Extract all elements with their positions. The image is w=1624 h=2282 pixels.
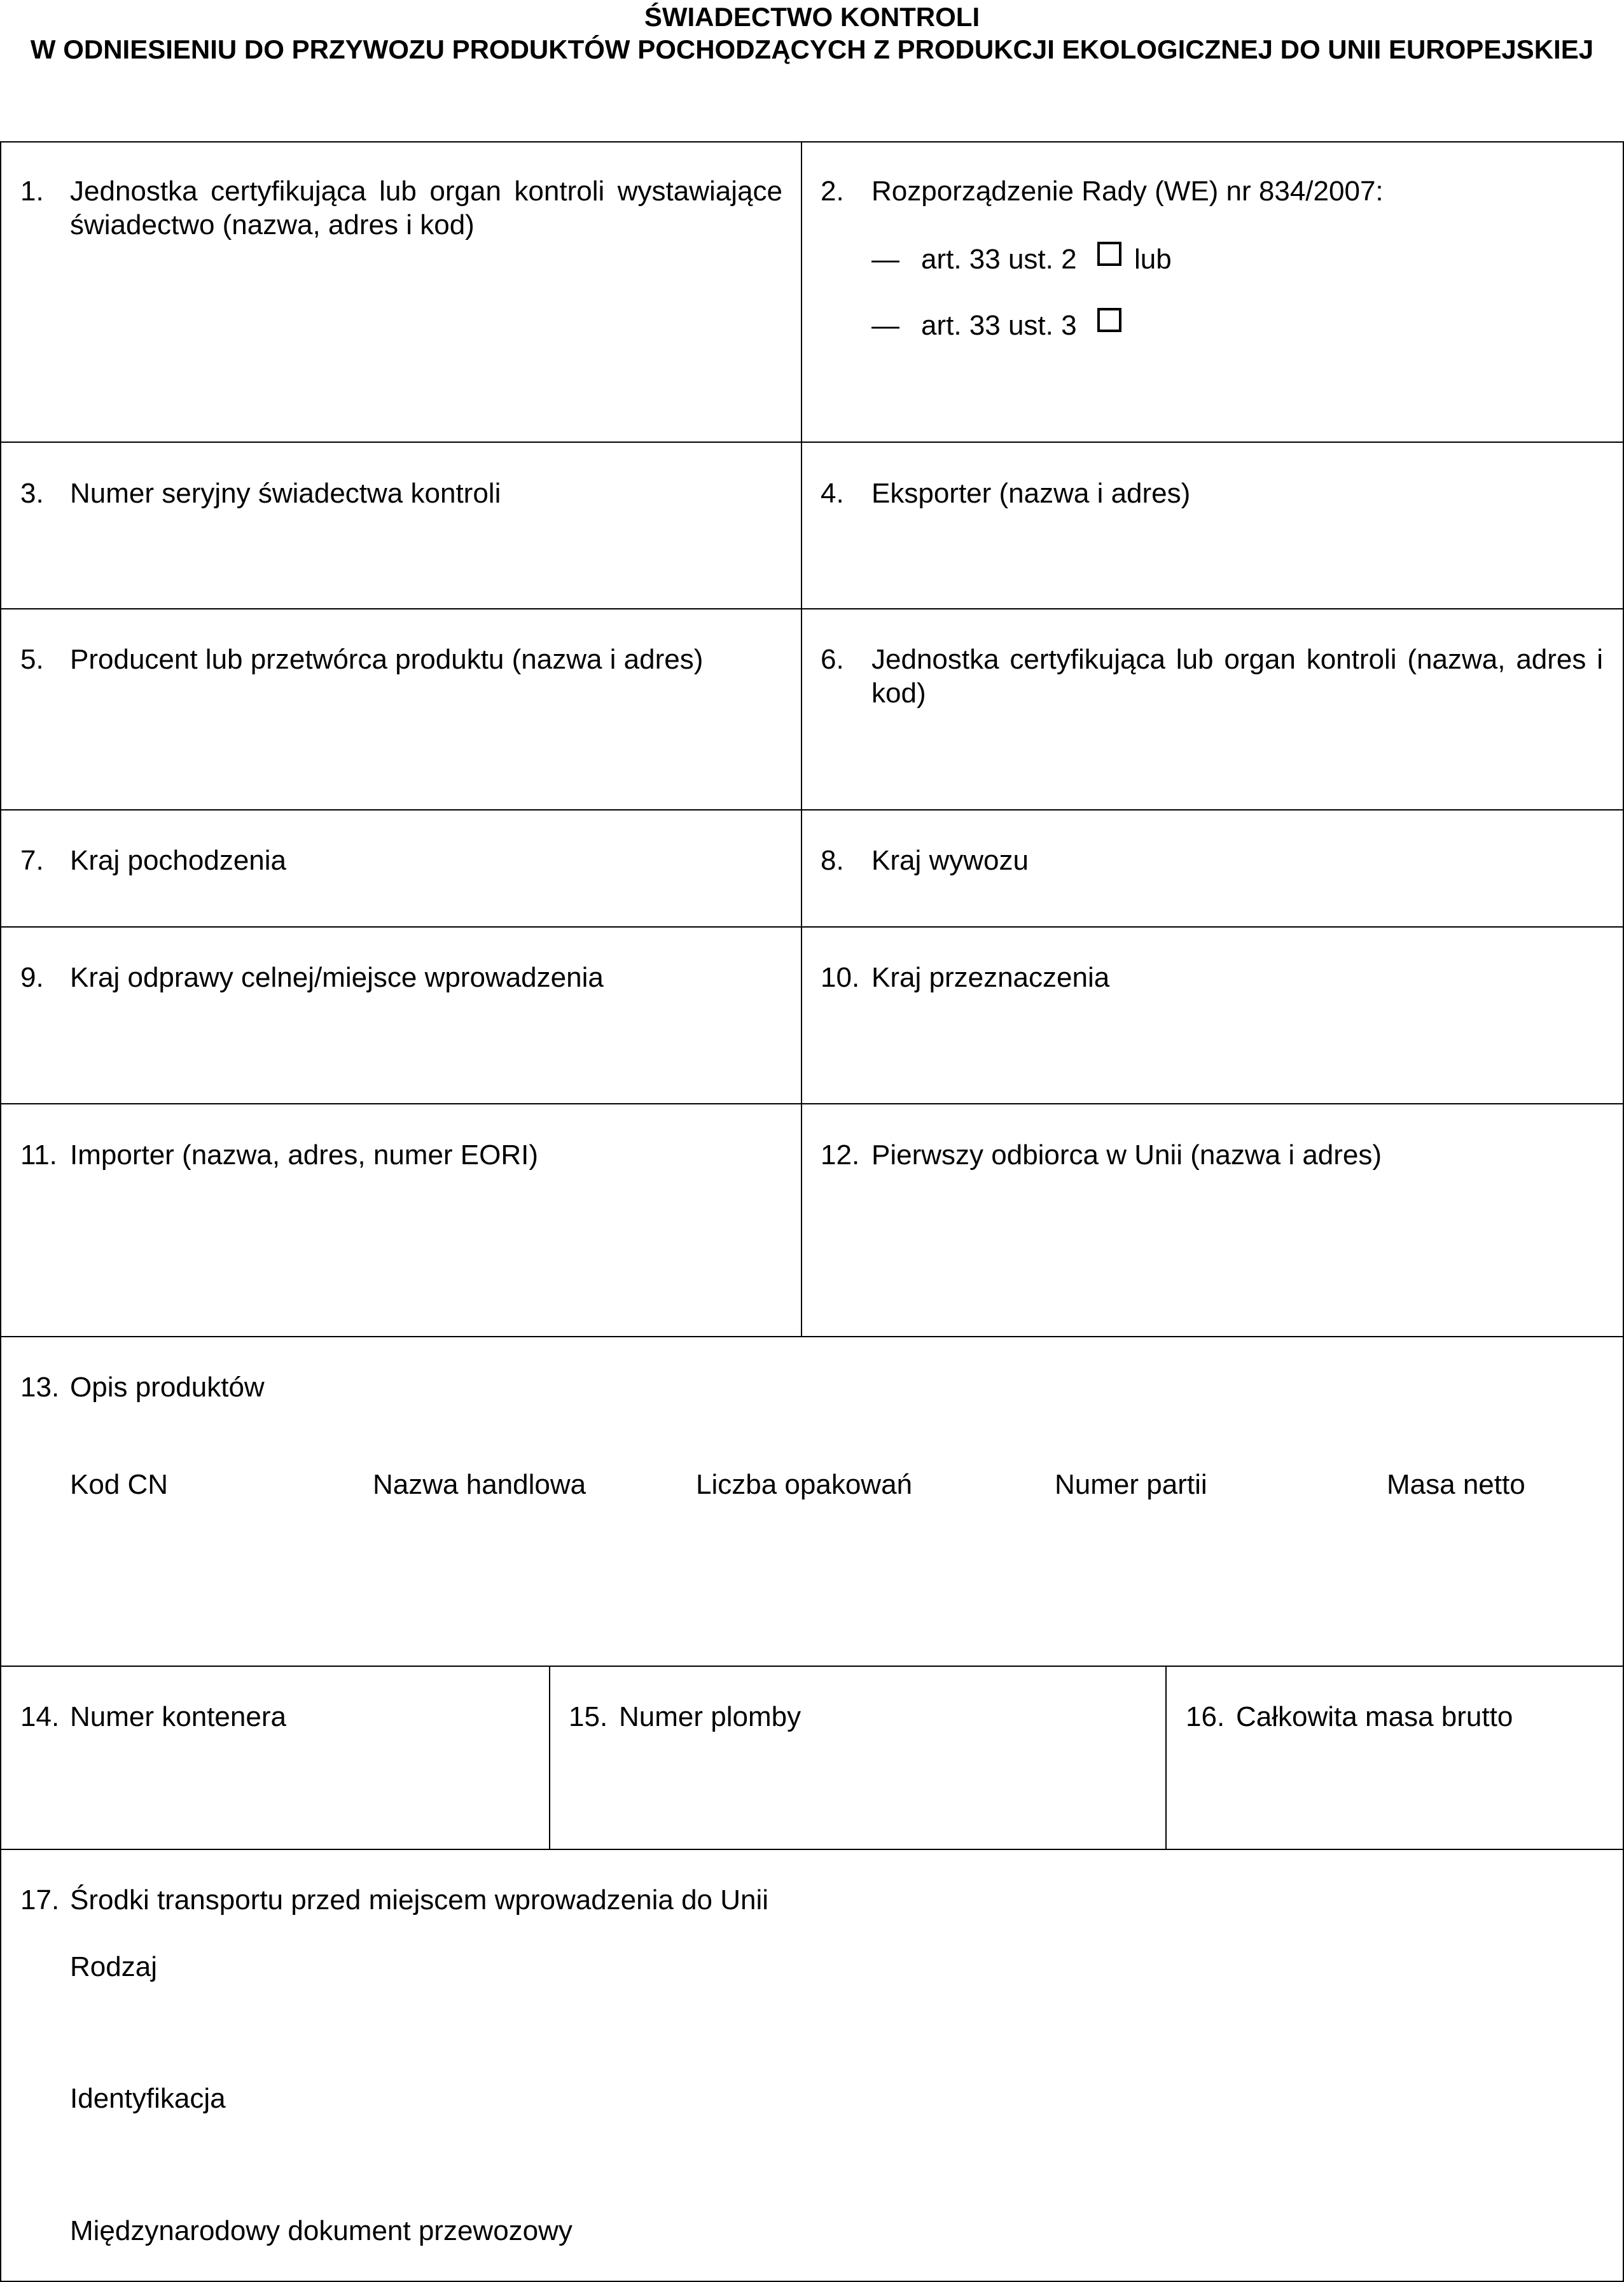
field-12-label: Pierwszy odbiorca w Unii (nazwa i adres): [871, 1139, 1382, 1171]
column-divider: [801, 141, 802, 1336]
column-net-mass: Masa netto: [1387, 1469, 1525, 1500]
field-17-transport-document: Międzynarodowy dokument przewozowy: [70, 2215, 573, 2246]
article-33-2-checkbox[interactable]: [1097, 242, 1121, 266]
field-2-option1-text: art. 33 ust. 2: [921, 244, 1077, 275]
column-cn-code: Kod CN: [70, 1469, 169, 1500]
row-divider: [0, 442, 1624, 443]
field-1-label: Jednostka certyfikująca lub organ kontroli wystawiające świadectwo (nazwa, adres i kod): [70, 176, 782, 240]
field-14-label: Numer kontenera: [70, 1701, 286, 1732]
field-17-transport-type: Rodzaj: [70, 1951, 157, 1982]
field-6-number: 6.: [821, 644, 844, 675]
field-17-identification: Identyfikacja: [70, 2083, 226, 2114]
field-13-label: Opis produktów: [70, 1372, 265, 1403]
row-divider: [0, 1666, 1624, 1667]
column-trade-name: Nazwa handlowa: [373, 1469, 586, 1500]
field-4-number: 4.: [821, 478, 844, 509]
row-divider: [0, 608, 1624, 609]
field-8-number: 8.: [821, 845, 844, 876]
field-12-number: 12.: [821, 1139, 860, 1171]
field-17-number: 17.: [20, 1884, 60, 1916]
row-divider: [0, 926, 1624, 928]
field-6-label: Jednostka certyfikująca lub organ kontroli (nazwa, adres i kod): [871, 644, 1603, 709]
field-3-number: 3.: [20, 478, 44, 509]
field-5-number: 5.: [20, 644, 44, 675]
field-4-label: Eksporter (nazwa i adres): [871, 478, 1191, 509]
column-divider: [1165, 1666, 1167, 1849]
field-17-label: Środki transportu przed miejscem wprowadzenia do Unii: [70, 1884, 769, 1916]
form-frame: [0, 141, 1624, 2282]
field-2-option1-suffix: lub: [1134, 244, 1172, 275]
row-divider: [0, 1336, 1624, 1337]
row-divider: [0, 809, 1624, 811]
field-7-label: Kraj pochodzenia: [70, 845, 287, 876]
field-8-label: Kraj wywozu: [871, 845, 1029, 876]
field-2-option1-dash: —: [871, 244, 899, 275]
field-2-number: 2.: [821, 176, 844, 207]
document-subtitle: W ODNIESIENIU DO PRZYWOZU PRODUKTÓW POCHODZĄCYCH Z PRODUKCJI EKOLOGICZNEJ DO UNII EUROPEJSKIEJ: [30, 34, 1594, 64]
field-16-label: Całkowita masa brutto: [1236, 1701, 1513, 1732]
field-14-number: 14.: [20, 1701, 60, 1732]
field-13-number: 13.: [20, 1372, 60, 1403]
field-10-label: Kraj przeznaczenia: [871, 962, 1110, 993]
field-10-number: 10.: [821, 962, 860, 993]
column-divider: [549, 1666, 550, 1849]
field-15-number: 15.: [569, 1701, 608, 1732]
column-package-count: Liczba opakowań: [696, 1469, 913, 1500]
article-33-3-checkbox[interactable]: [1097, 308, 1121, 332]
field-11-number: 11.: [20, 1139, 57, 1171]
field-11-label: Importer (nazwa, adres, numer EORI): [70, 1139, 539, 1171]
field-5-label: Producent lub przetwórca produktu (nazwa i adres): [70, 644, 704, 675]
field-1-number: 1.: [20, 176, 44, 207]
document-title: ŚWIADECTWO KONTROLI: [644, 2, 980, 32]
field-16-number: 16.: [1186, 1701, 1225, 1732]
field-7-number: 7.: [20, 845, 44, 876]
field-2-option2-text: art. 33 ust. 3: [921, 310, 1077, 341]
row-divider: [0, 1849, 1624, 1850]
field-9-number: 9.: [20, 962, 44, 993]
field-3-label: Numer seryjny świadectwa kontroli: [70, 478, 501, 509]
field-9-label: Kraj odprawy celnej/miejsce wprowadzenia: [70, 962, 604, 993]
field-2-option2-dash: —: [871, 310, 899, 341]
field-15-label: Numer plomby: [619, 1701, 802, 1732]
row-divider: [0, 1103, 1624, 1104]
column-lot-number: Numer partii: [1055, 1469, 1207, 1500]
field-2-label: Rozporządzenie Rady (WE) nr 834/2007:: [871, 176, 1384, 207]
